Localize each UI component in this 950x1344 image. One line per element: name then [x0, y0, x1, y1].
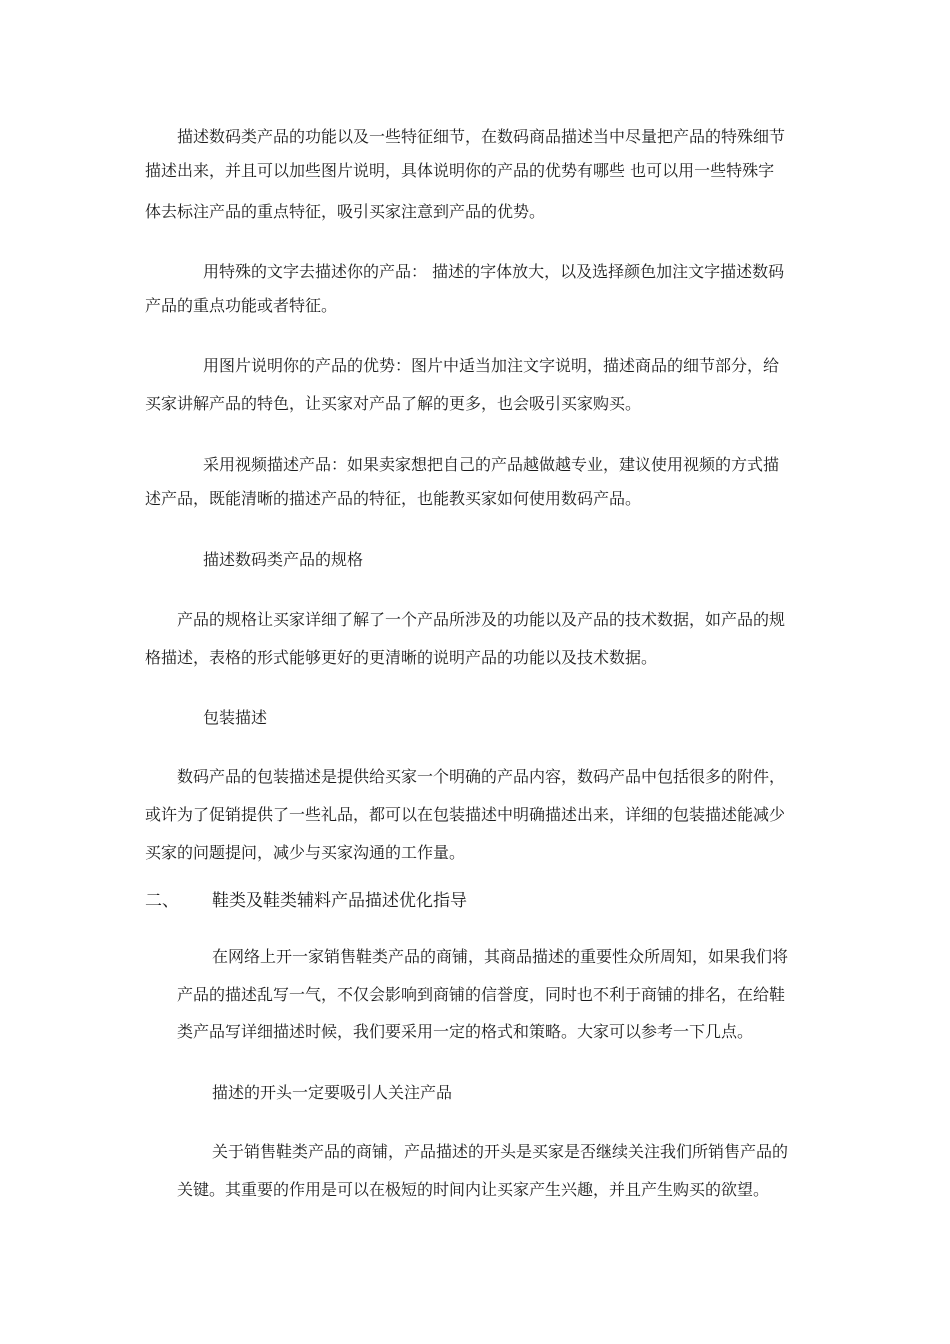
text-line: 产品的描述乱写一气，不仅会影响到商铺的信誉度，同时也不利于商铺的排名，在给鞋: [177, 985, 786, 1004]
text-line: 描述数码类产品的功能以及一些特征细节，在数码商品描述当中尽量把产品的特殊细节: [177, 127, 786, 146]
subheading-opening: 描述的开头一定要吸引人关注产品: [212, 1083, 453, 1102]
text-line: 关于销售鞋类产品的商铺，产品描述的开头是买家是否继续关注我们所销售产品的: [212, 1142, 789, 1161]
text-line: 买家的问题提问，减少与买家沟通的工作量。: [145, 843, 466, 862]
text-line: 述产品，既能清晰的描述产品的特征，也能教买家如何使用数码产品。: [145, 489, 642, 508]
text-line: 用图片说明你的产品的优势：图片中适当加注文字说明，描述商品的细节部分，给: [203, 356, 780, 375]
text-line: 格描述，表格的形式能够更好的更清晰的说明产品的功能以及技术数据。: [145, 648, 658, 667]
text-line: 用特殊的文字去描述你的产品： 描述的字体放大，以及选择颜色加注文字描述数码: [203, 262, 785, 281]
text-line: 数码产品的包装描述是提供给买家一个明确的产品内容，数码产品中包括很多的附件，: [177, 767, 786, 786]
subheading-packaging: 包装描述: [203, 708, 268, 727]
text-line: 体去标注产品的重点特征，吸引买家注意到产品的优势。: [145, 202, 546, 221]
text-line: 在网络上开一家销售鞋类产品的商铺，其商品描述的重要性众所周知，如果我们将: [212, 947, 789, 966]
text-line: 或许为了促销提供了一些礼品，都可以在包装描述中明确描述出来，详细的包装描述能减少: [145, 805, 786, 824]
text-line: 买家讲解产品的特色，让买家对产品了解的更多，也会吸引买家购买。: [145, 394, 642, 413]
section-number: 二、: [145, 891, 179, 911]
text-line: 关键。其重要的作用是可以在极短的时间内让买家产生兴趣，并且产生购买的欲望。: [177, 1180, 770, 1199]
text-line: 类产品写详细描述时候，我们要采用一定的格式和策略。大家可以参考一下几点。: [177, 1022, 754, 1041]
section-title: 鞋类及鞋类辅料产品描述优化指导: [212, 891, 467, 911]
text-line: 产品的重点功能或者特征。: [145, 296, 338, 315]
text-line: 描述出来，并且可以加些图片说明，具体说明你的产品的优势有哪些 也可以用一些特殊字: [145, 161, 775, 180]
text-line: 采用视频描述产品：如果卖家想把自己的产品越做越专业，建议使用视频的方式描: [203, 455, 780, 474]
subheading-specs: 描述数码类产品的规格: [203, 550, 364, 569]
text-line: 产品的规格让买家详细了解了一个产品所涉及的功能以及产品的技术数据，如产品的规: [177, 610, 786, 629]
